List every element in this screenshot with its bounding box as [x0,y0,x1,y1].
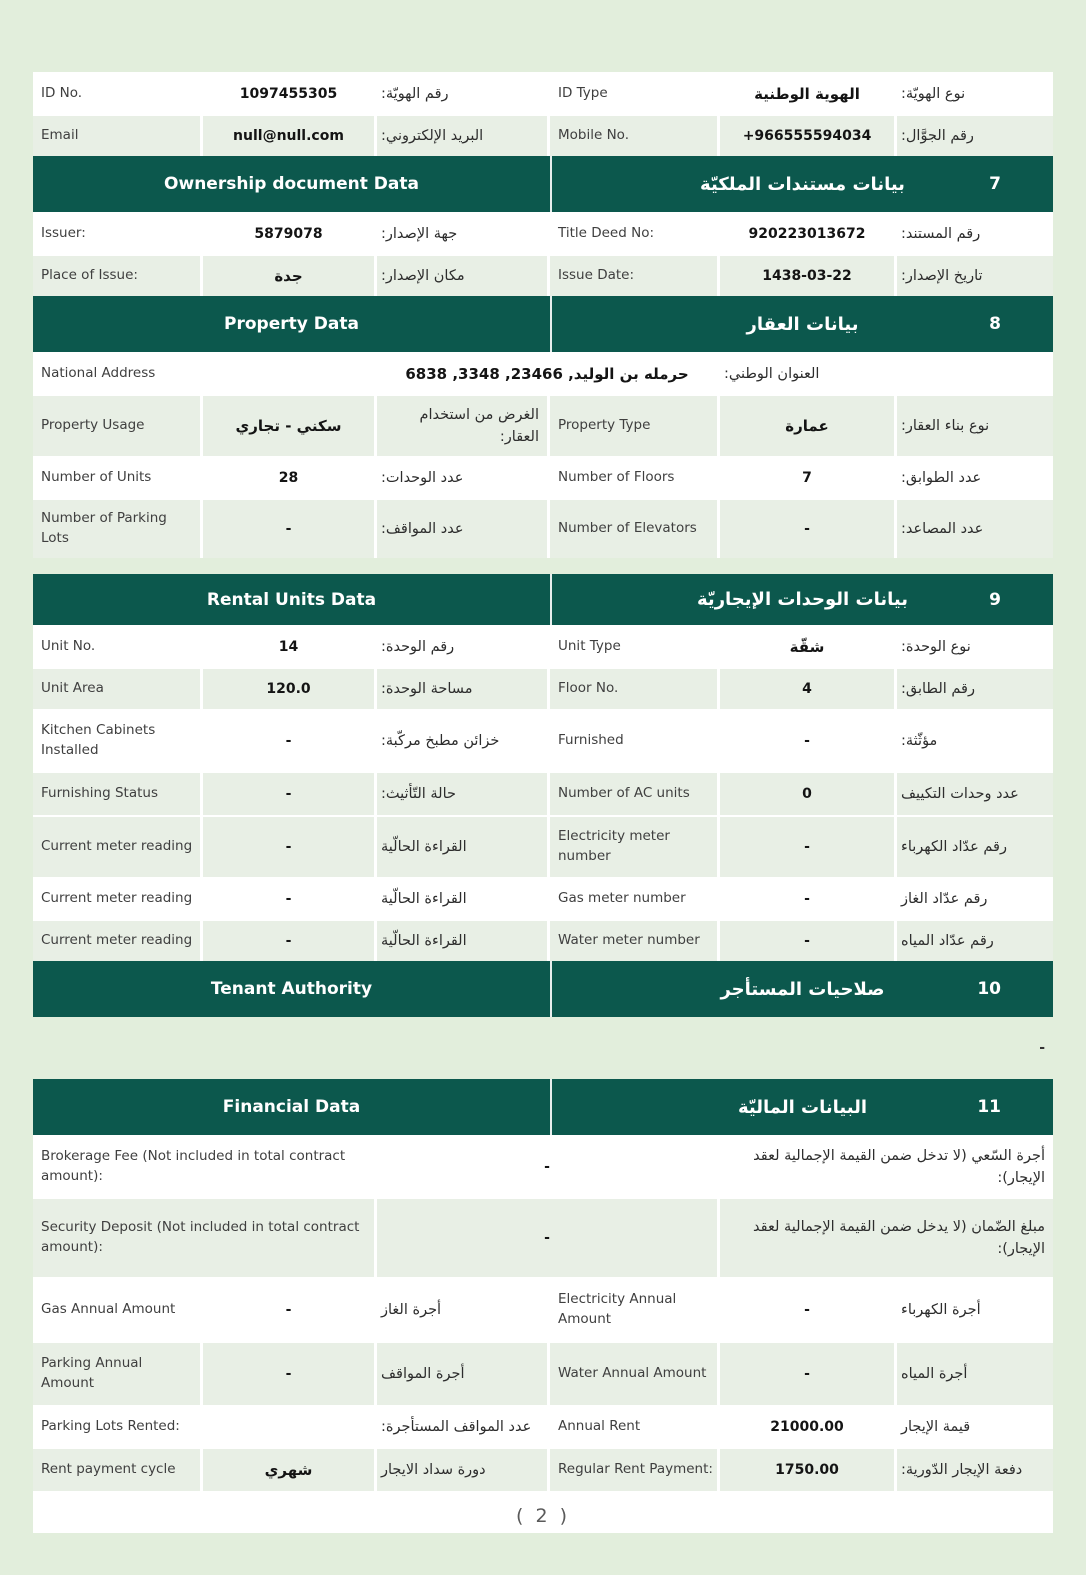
field-label-ar: عدد المواقف المستأجرة: [377,1407,547,1447]
field-label-en: Number of Elevators [550,500,717,558]
table-row [33,212,1053,254]
field-value: - [720,921,894,961]
field-label-en: Unit Type [550,627,717,667]
field-value: - [720,711,894,771]
field-label-ar: البريد الإلكتروني: [377,116,547,156]
section-header [33,1079,1053,1135]
field-value: - [720,1343,894,1405]
field-label-en: Issuer: [33,214,200,254]
field-label-en: Number of Floors [550,458,717,498]
field-label-ar: العنوان الوطني: [720,354,1053,394]
field-label-ar: الغرض من استخدام العقار: [377,396,547,456]
table-row [33,498,1053,558]
field-label-en: Email [33,116,200,156]
field-value: - [203,1279,374,1341]
field-label-en: Rent payment cycle [33,1449,200,1491]
field-label-en: Mobile No. [550,116,717,156]
field-label-en: Water Annual Amount [550,1343,717,1405]
field-value: - [203,773,374,815]
table-row [33,114,1053,156]
field-label-ar: نوع بناء العقار: [897,396,1053,456]
field-label-en: Parking Annual Amount [33,1343,200,1405]
field-value: - [377,1137,717,1197]
field-label-ar: عدد المواقف: [377,500,547,558]
field-label-ar: نوع الهويّة: [897,74,1053,114]
field-value: - [720,879,894,919]
field-value: 920223013672 [720,214,894,254]
field-label-en: Annual Rent [550,1407,717,1447]
field-label-en: Unit No. [33,627,200,667]
contract-document-page [33,72,1053,1533]
field-value: - [720,1279,894,1341]
field-label-en: Electricity Annual Amount [550,1279,717,1341]
field-label-en: Title Deed No: [550,214,717,254]
field-label-en: Property Usage [33,396,200,456]
field-label-ar: رقم عدّاد المياه [897,921,1053,961]
field-value: سكني - تجاري [203,396,374,456]
field-value: 5879078 [203,214,374,254]
field-value: 1438-03-22 [720,256,894,296]
section-number: 7 [989,174,1001,194]
table-row [33,709,1053,771]
field-value: - [203,879,374,919]
table-row [33,456,1053,498]
table-row [33,1447,1053,1491]
field-value: 7 [720,458,894,498]
field-value: +966555594034 [720,116,894,156]
table-row [33,1277,1053,1341]
field-label-ar: مكان الإصدار: [377,256,547,296]
section-header [33,961,1053,1017]
field-value: شهري [203,1449,374,1491]
section-title-en: Financial Data [222,1097,361,1117]
field-label-ar: رقم الهويّة: [377,74,547,114]
section-gap [33,558,1053,574]
field-label-en: Kitchen Cabinets Installed [33,711,200,771]
tenant-authority-content: - [33,1017,1053,1079]
field-label-ar: جهة الإصدار: [377,214,547,254]
field-label-ar: رقم عدّاد الغاز [897,879,1053,919]
section-header-right [552,156,1053,212]
field-value: - [720,817,894,877]
section-number: 11 [977,1097,1001,1117]
field-value: 28 [203,458,374,498]
field-label-en: Regular Rent Payment: [550,1449,717,1491]
field-label-en: Floor No. [550,669,717,709]
field-value: 14 [203,627,374,667]
section-title-ar: بيانات الوحدات الإيجاريّة [697,589,908,610]
field-value: الهوية الوطنية [720,74,894,114]
field-label-ar: القراءة الحالّية [377,879,547,919]
field-value [203,1407,374,1447]
field-label-en: Issue Date: [550,256,717,296]
field-label-en: National Address [33,354,374,394]
field-label-en: Electricity meter number [550,817,717,877]
page-number: ( 2 ) [516,1505,570,1527]
section-title-ar: صلاحيات المستأجر [720,978,885,1000]
field-label-ar: تاريخ الإصدار: [897,256,1053,296]
field-value: 0 [720,773,894,815]
table-row [33,625,1053,667]
field-label-ar: مساحة الوحدة: [377,669,547,709]
table-block-rental-units [33,574,1053,1017]
field-label-en: Water meter number [550,921,717,961]
section-header-right [552,1079,1053,1135]
field-label-en: Gas Annual Amount [33,1279,200,1341]
section-header [33,156,1053,212]
field-label-ar: أجرة الكهرباء [897,1279,1053,1341]
field-label-ar: مؤثّثة: [897,711,1053,771]
field-label-ar: رقم الجوَّال: [897,116,1053,156]
field-label-ar: عدد الطوابق: [897,458,1053,498]
table-block-financial [33,1079,1053,1533]
field-value: - [203,1343,374,1405]
field-label-en: Current meter reading [33,921,200,961]
field-label-en: Unit Area [33,669,200,709]
section-title-ar: البيانات الماليّة [737,1096,868,1118]
table-row [33,254,1053,296]
section-title-en: Tenant Authority [210,979,373,999]
field-label-ar: نوع الوحدة: [897,627,1053,667]
table-row [33,72,1053,114]
table-row [33,877,1053,919]
field-label-en: Furnishing Status [33,773,200,815]
table-row [33,1341,1053,1405]
field-value: null@null.com [203,116,374,156]
field-value: 21000.00 [720,1407,894,1447]
field-label-ar: خزائن مطبخ مركّبة: [377,711,547,771]
field-label-ar: أجرة الغاز [377,1279,547,1341]
field-label-en: Furnished [550,711,717,771]
field-label-en: Current meter reading [33,817,200,877]
field-label-ar: دفعة الإيجار الدّورية: [897,1449,1053,1491]
field-value: - [203,711,374,771]
field-label-ar: أجرة السّعي (لا تدخل ضمن القيمة الإجمالية لعقد الإيجار): [720,1137,1053,1197]
section-header-right [552,961,1053,1017]
field-value: - [203,921,374,961]
field-label-ar: أجرة المواقف [377,1343,547,1405]
table-row [33,815,1053,877]
field-value: - [203,500,374,558]
section-title-ar: بيانات مستندات الملكيّة [700,173,905,195]
field-label-ar: أجرة المياه [897,1343,1053,1405]
field-label-en: ID Type [550,74,717,114]
field-label-ar: رقم عدّاد الكهرباء [897,817,1053,877]
field-label-en: Gas meter number [550,879,717,919]
table-row-full [33,1135,1053,1197]
section-title-ar: بيانات العقار [746,313,859,335]
table-row-full [33,352,1053,394]
field-label-en: Number of Units [33,458,200,498]
field-label-ar: رقم الوحدة: [377,627,547,667]
section-header [33,574,1053,625]
field-label-en: Property Type [550,396,717,456]
field-label-en: Number of Parking Lots [33,500,200,558]
section-number: 9 [989,589,1001,610]
table-row [33,667,1053,709]
field-value: 4 [720,669,894,709]
field-label-ar: عدد الوحدات: [377,458,547,498]
table-row [33,919,1053,961]
field-label-en: Brokerage Fee (Not included in total contract amount): [33,1137,374,1197]
field-label-ar: عدد وحدات التكييف [897,773,1053,815]
section-title-en: Ownership document Data [164,174,419,194]
field-label-ar: قيمة الإيجار [897,1407,1053,1447]
table-row [33,394,1053,456]
field-label-ar: حالة التّأثيث: [377,773,547,815]
field-label-ar: مبلغ الضّمان (لا يدخل ضمن القيمة الإجمالية لعقد الإيجار): [720,1199,1053,1277]
field-label-ar: القراءة الحالّية [377,921,547,961]
field-label-ar: دورة سداد الايجار [377,1449,547,1491]
field-label-en: Number of AC units [550,773,717,815]
field-label-en: Current meter reading [33,879,200,919]
section-title-en: Property Data [224,314,359,334]
field-value: 1750.00 [720,1449,894,1491]
table-row [33,1405,1053,1447]
section-title-en: Rental Units Data [206,589,377,610]
section-number: 8 [989,314,1001,334]
table-block-identity-ownership-property [33,72,1053,558]
table-row [33,771,1053,815]
field-value: حرمله بن الوليد, 23466, 3348, 6838 [377,354,717,394]
section-header-right [552,574,1053,625]
field-label-en: Parking Lots Rented: [33,1407,200,1447]
field-value: عمارة [720,396,894,456]
field-label-ar: عدد المصاعد: [897,500,1053,558]
field-value: - [377,1199,717,1277]
field-value: جدة [203,256,374,296]
field-value: 120.0 [203,669,374,709]
field-label-ar: القراءة الحالّية [377,817,547,877]
section-number: 10 [977,979,1001,999]
field-value: - [203,817,374,877]
field-value: 1097455305 [203,74,374,114]
field-value: - [720,500,894,558]
field-label-en: Security Deposit (Not included in total contract amount): [33,1199,374,1277]
field-label-en: ID No. [33,74,200,114]
field-value: شقّة [720,627,894,667]
field-label-en: Place of Issue: [33,256,200,296]
field-label-ar: رقم المستند: [897,214,1053,254]
section-header-right [552,296,1053,352]
field-label-ar: رقم الطابق: [897,669,1053,709]
table-row-full [33,1197,1053,1277]
section-header [33,296,1053,352]
